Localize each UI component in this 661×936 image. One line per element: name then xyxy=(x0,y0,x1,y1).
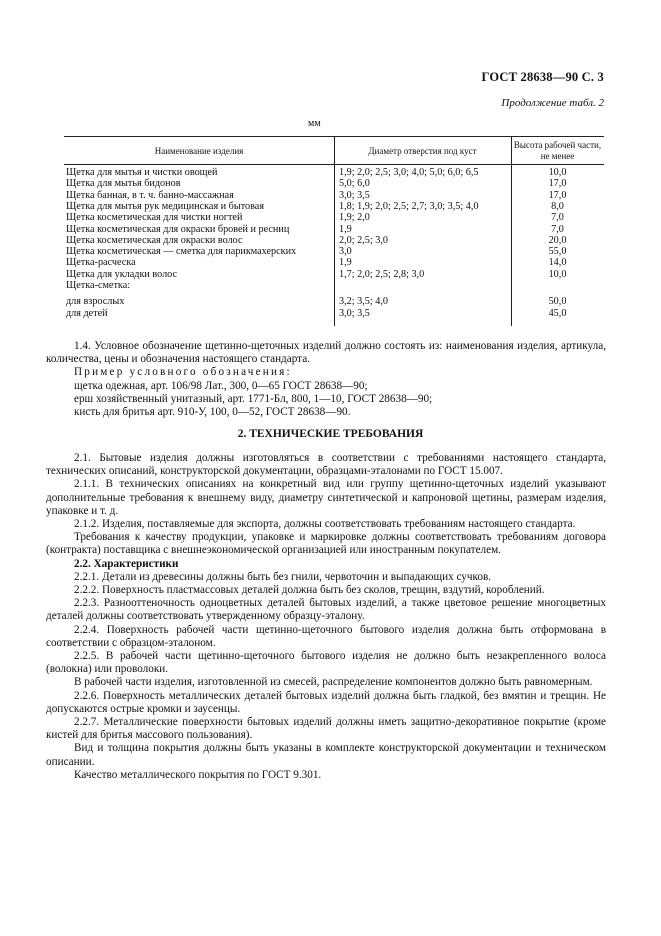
table-row: Щетка косметическая для окраски бровей и ресниц 1,9 7,0 xyxy=(66,223,564,235)
paragraph-1-4: 1.4. Условное обозначение щетинно-щеточных изделий должно состоять из: наименования изделия, артикула, количества, цены и обозначения настоящего стандарта. xyxy=(46,340,606,366)
example-line: ерш хозяйственный унитазный, арт. 1771-Бл, 800, 1—10, ГОСТ 28638—90; xyxy=(74,392,433,405)
table-row: для взрослых 3,2; 3,5; 4,0 50,0 xyxy=(66,296,567,307)
subheading-2-2: 2.2. Характеристики xyxy=(74,557,179,570)
table-row: Щетка для укладки волос 1,7; 2,0; 2,5; 2,8; 3,0 10,0 xyxy=(66,268,567,280)
paragraph-2-2-3: 2.2.3. Разнооттеночность одноцветных деталей бытовых изделий, а также цветовое решение многоцветных деталей должны соответствовать утвержденному образцу-эталону. xyxy=(46,597,606,623)
table-continuation-label: Продолжение табл. 2 xyxy=(501,97,604,109)
paragraph-2-1-1: 2.1.1. В технических описаниях на конкретный вид или группу щетинно-щеточных изделий указывают дополнительные требования к внешнему виду, диаметру синтетической и капроновой щетины, размерам изделия, упаковке и т. д. xyxy=(46,478,606,517)
paragraph-coating: Вид и толщина покрытия должны быть указаны в комплекте конструкторской документации и техническом описании. xyxy=(46,742,606,768)
paragraph-quality: Качество металлического покрытия по ГОСТ 9.301. xyxy=(74,768,322,781)
table-row: Щетка косметическая — сметка для парикмахерских 3,0 55,0 xyxy=(66,246,567,258)
table-row: Щетка косметическая для окраски волос 2,0; 2,5; 3,0 20,0 xyxy=(66,234,567,246)
table-row: Щетка банная, в т. ч. банно-массажная 3,0; 3,5 17,0 xyxy=(66,189,567,201)
section-1-block xyxy=(46,340,606,419)
example-line: кисть для бритья арт. 910-У, 100, 0—52, ГОСТ 28638—90. xyxy=(74,406,351,419)
column-header-diameter: Диаметр отверстия под куст xyxy=(368,146,477,156)
table-row: Щетка-сметка: xyxy=(66,280,131,291)
paragraph-export: Требования к качеству продукции, упаковке и маркировке должны соответствовать требованиям договора (контракта) поставщика с внешнеэкономической организацией или иностранным покупателем. xyxy=(46,531,606,557)
table-row: для детей 3,0; 3,5 45,0 xyxy=(66,308,567,319)
example-heading: Пример условного обозначения: xyxy=(74,366,292,379)
section-2-block xyxy=(46,452,606,782)
table-row: Щетка для мытья рук медицинская и бытовая 1,8; 1,9; 2,0; 2,5; 2,7; 3,0; 3,5; 4,0 8,0 xyxy=(66,200,564,212)
paragraph-mix: В рабочей части изделия, изготовленной из смесей, распределение компонентов должно быть равномерным. xyxy=(74,676,593,689)
column-header-name: Наименование изделия xyxy=(154,146,244,156)
section-2-heading: 2. ТЕХНИЧЕСКИЕ ТРЕБОВАНИЯ xyxy=(237,428,424,440)
page-header-title: ГОСТ 28638—90 С. 3 xyxy=(481,70,604,84)
table-row: Щетка для мытья и чистки овощей 1,9; 2,0; 2,5; 3,0; 4,0; 5,0; 6,0; 6,5 10,0 xyxy=(66,167,567,178)
table-row: Щетка косметическая для чистки ногтей 1,9; 2,0 7,0 xyxy=(66,212,564,224)
paragraph-2-2-1: 2.2.1. Детали из древесины должны быть без гнили, червоточин и выпадающих сучков. xyxy=(74,570,492,583)
paragraph-2-1: 2.1. Бытовые изделия должны изготовляться в соответствии с требованиями настоящего стандарта, технических описаний, конструкторской документации, образцами-эталонами по ГОСТ 15.007. xyxy=(46,452,606,478)
paragraph-2-2-5: 2.2.5. В рабочей части щетинно-щеточного бытового изделия не должно быть незакрепленного волоса (волокна) или проволоки. xyxy=(46,650,606,676)
example-line: щетка одежная, арт. 106/98 Лат., 300, 0—65 ГОСТ 28638—90; xyxy=(74,379,368,392)
table-row: Щетка-расческа 1,9 14,0 xyxy=(66,257,567,269)
unit-label: мм xyxy=(308,118,321,129)
paragraph-2-1-2: 2.1.2. Изделия, поставляемые для экспорта, должны соответствовать требованиям настоящего стандарта. xyxy=(74,518,576,531)
paragraph-2-2-2: 2.2.2. Поверхность пластмассовых деталей должна быть без сколов, трещин, вздутий, короблений. xyxy=(74,584,545,597)
paragraph-2-2-4: 2.2.4. Поверхность рабочей части щетинно-щеточного бытового изделия должна быть отформована в соответствии с образцом-эталоном. xyxy=(46,623,606,649)
table-row: Щетка для мытья бидонов 5,0; 6,0 17,0 xyxy=(66,178,567,190)
column-header-height: Высота рабочей части, не менее xyxy=(513,140,602,161)
paragraph-2-2-7: 2.2.7. Металлические поверхности бытовых изделий должны иметь защитно-декоративное покрытие (кроме кистей для бритья массового пользования). xyxy=(46,716,606,742)
paragraph-2-2-6: 2.2.6. Поверхность металлических деталей бытовых изделий должна быть гладкой, без вмятин и трещин. Не допускаются острые кромки и заусенцы. xyxy=(46,689,606,715)
